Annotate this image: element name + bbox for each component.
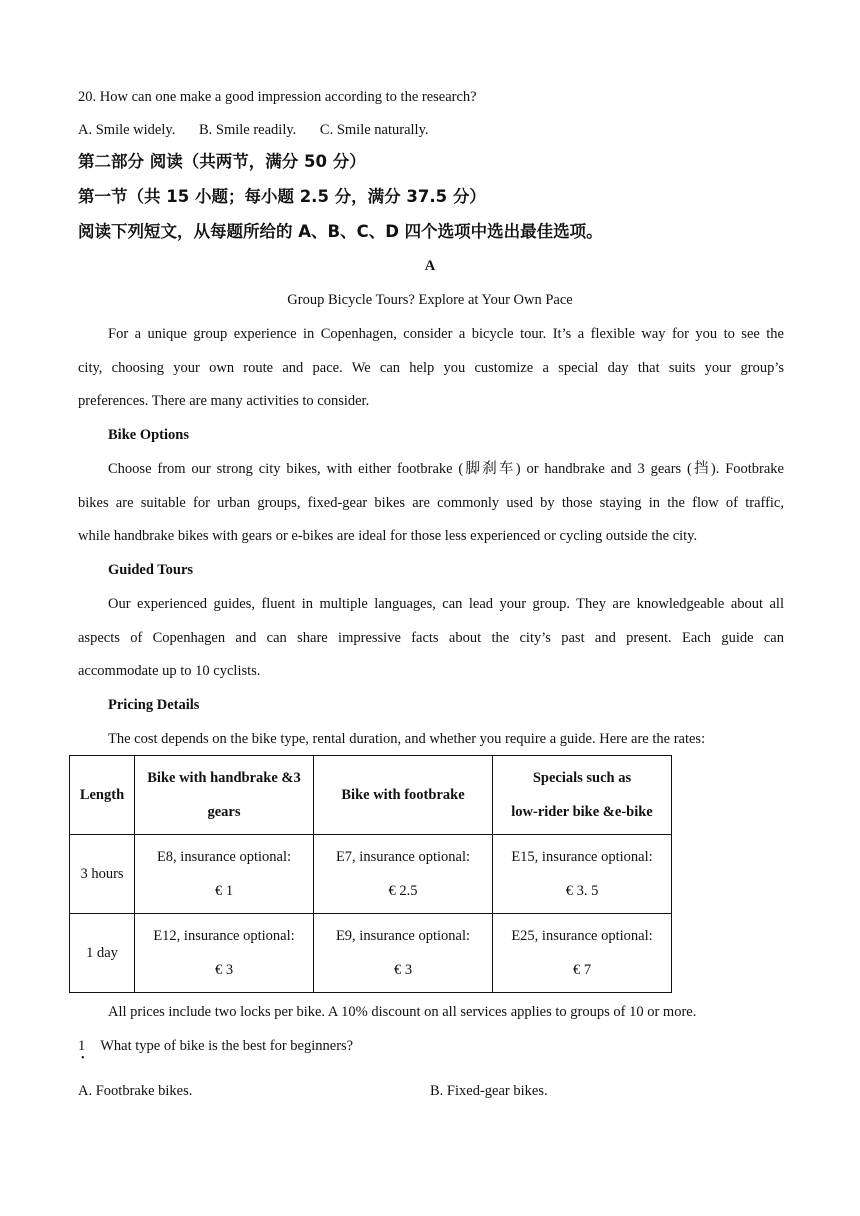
- question-1: [78, 1036, 353, 1056]
- header-handbrake-line-1: Bike with handbrake &3: [147, 770, 301, 786]
- question-text: What type of bike is the best for beginners?: [100, 1038, 354, 1054]
- header-handbrake-line-2: gears: [207, 804, 241, 820]
- table-cell: [314, 835, 493, 914]
- table-cell: [135, 835, 314, 914]
- option-a: A. Smile widely.: [78, 122, 176, 138]
- bike-text-2: bikes are suitable for urban groups, fixed-gear bikes are commonly used by those staying in the flow of traffic,: [78, 495, 784, 511]
- cell-insurance: € 2.5: [388, 883, 418, 899]
- cell-price: E25, insurance optional:: [511, 928, 653, 944]
- row-length: 1 day: [70, 914, 135, 993]
- cell-insurance: € 3. 5: [565, 883, 599, 899]
- cell-insurance: € 7: [572, 962, 592, 978]
- cell-price: E8, insurance optional:: [156, 849, 292, 865]
- row-length: 3 hours: [70, 835, 135, 914]
- number-dot: •: [81, 1053, 85, 1064]
- cell-price: E9, insurance optional:: [335, 928, 471, 944]
- passage-letter: A: [424, 258, 436, 274]
- header-length: Length: [70, 756, 135, 835]
- table-row: [70, 914, 672, 993]
- guided-text-2: aspects of Copenhagen and can share impressive facts about the city’s past and present. Each guide can: [78, 630, 784, 646]
- table-cell: [135, 914, 314, 993]
- q1-option-a: A. Footbrake bikes.: [78, 1083, 193, 1099]
- table-cell: [493, 835, 672, 914]
- pricing-note: All prices include two locks per bike. A 10% discount on all services applies to groups of 10 or more.: [108, 1004, 697, 1020]
- question-number: 1: [78, 1038, 86, 1054]
- cell-insurance: € 3: [393, 962, 413, 978]
- section-title: 第一节（共 15 小题；每小题 2.5 分，满分 37.5 分）: [78, 187, 486, 206]
- bike-text-1: Choose from our strong city bikes, with either footbrake (脚刹车) or handbrake and 3 gears (挡). Footbrake: [108, 461, 784, 477]
- cell-price: E15, insurance optional:: [511, 849, 653, 865]
- table-header-row: [70, 756, 672, 835]
- bike-text-3: while handbrake bikes with gears or e-bikes are ideal for those less experienced or cycling outside the city.: [78, 528, 698, 544]
- passage-title: Group Bicycle Tours? Explore at Your Own Pace: [287, 292, 573, 308]
- guided-text-3: accommodate up to 10 cyclists.: [78, 663, 261, 679]
- table-cell: [493, 914, 672, 993]
- header-specials-line-1: Specials such as: [532, 770, 632, 786]
- intro-line-3: preferences. There are many activities to consider.: [78, 393, 370, 409]
- table-cell: [314, 914, 493, 993]
- pricing-heading: Pricing Details: [108, 697, 200, 713]
- cell-insurance: € 1: [214, 883, 234, 899]
- guided-tours-heading: Guided Tours: [108, 562, 194, 578]
- q1-option-b: B. Fixed-gear bikes.: [430, 1083, 548, 1099]
- instruction: 阅读下列短文，从每题所给的 A、B、C、D 四个选项中选出最佳选项。: [78, 222, 603, 241]
- cell-insurance: € 3: [214, 962, 234, 978]
- header-specials-line-2: low-rider bike &e-bike: [511, 804, 653, 820]
- table-row: [70, 835, 672, 914]
- header-specials: [493, 756, 672, 835]
- intro-line-2: city, choosing your own route and pace. We can help you customize a special day that suits your group’s: [78, 360, 784, 376]
- header-footbrake: Bike with footbrake: [314, 756, 493, 835]
- option-c: C. Smile naturally.: [319, 122, 429, 138]
- pricing-text: The cost depends on the bike type, rental duration, and whether you require a guide. Here are the rates:: [108, 731, 706, 747]
- guided-text-1: Our experienced guides, fluent in multiple languages, can lead your group. They are knowledgeable about all: [108, 596, 784, 612]
- part-title: 第二部分 阅读（共两节，满分 50 分）: [78, 152, 366, 171]
- question-20-options: [78, 120, 449, 140]
- rates-table: [69, 755, 672, 993]
- question-20: 20. How can one make a good impression according to the research?: [78, 89, 477, 105]
- cell-price: E12, insurance optional:: [153, 928, 295, 944]
- bike-options-heading: Bike Options: [108, 427, 189, 443]
- intro-line-1: For a unique group experience in Copenhagen, consider a bicycle tour. It’s a flexible way for you to see the: [108, 326, 784, 342]
- cell-price: E7, insurance optional:: [335, 849, 471, 865]
- option-b: B. Smile readily.: [198, 122, 297, 138]
- header-handbrake: [135, 756, 314, 835]
